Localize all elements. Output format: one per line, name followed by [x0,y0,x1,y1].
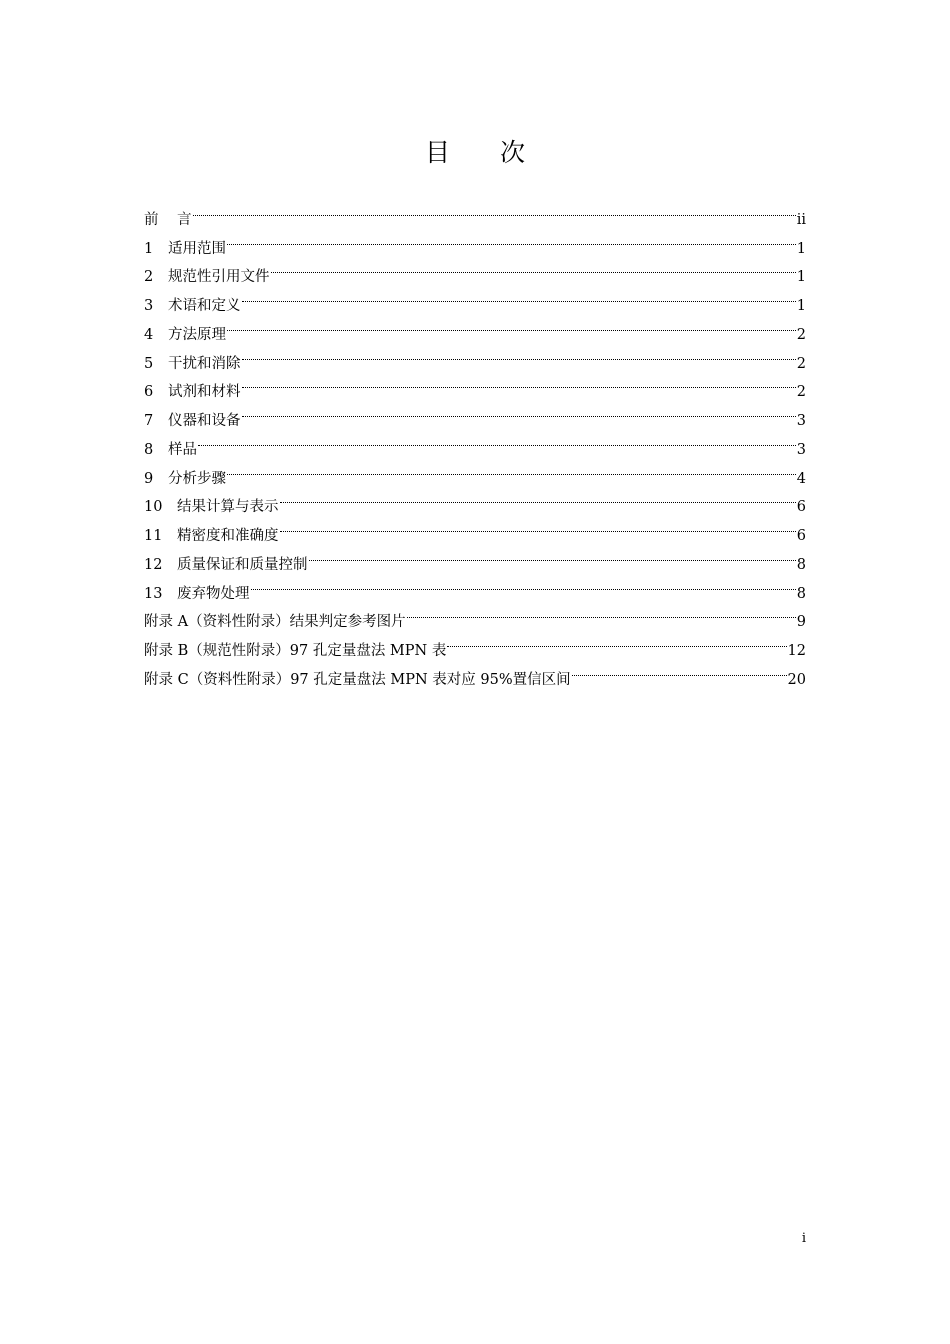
toc-entry-title: 规范性引用文件 [168,269,270,286]
toc-entry-page: 6 [796,499,806,516]
toc-entry-page: 8 [796,585,806,602]
toc-entry-6[interactable] [144,368,806,401]
toc-entry-number: 7 [144,413,154,429]
toc-entry-page: 4 [796,470,806,487]
toc-entry-5[interactable] [144,339,806,372]
toc-leader-dots [197,425,797,454]
toc-entry-page: 6 [796,528,806,544]
toc-entry-page: 1 [796,298,806,314]
toc-entry-page: 12 [787,643,806,659]
toc-entry-page: 20 [787,671,806,688]
toc-entry-title: 言 [177,211,192,228]
title-char-2: 次 [500,138,526,167]
toc-entry-page: 1 [796,240,806,257]
toc-entry-page: 2 [796,384,806,401]
toc-entry-page: 9 [796,614,806,631]
toc-entry-1[interactable] [144,224,806,257]
toc-leader-dots [571,655,788,684]
toc-entry-title: 样品 [168,441,197,458]
toc-entry-title: 附录 A（资料性附录）结果判定参考图片 [144,614,406,631]
toc-entry-page: 2 [796,326,806,343]
toc-entry-number: 9 [144,470,154,487]
toc-entry-title: 干扰和消除 [168,355,241,372]
toc-entry-number: 2 [144,269,154,286]
toc-leader-dots [241,339,797,368]
toc-entry-2[interactable] [144,253,806,286]
toc-entry-4[interactable] [144,310,806,343]
toc-entry-title: 仪器和设备 [168,413,241,429]
toc-entry-title: 适用范围 [168,240,226,257]
toc-entry-title: 方法原理 [168,326,226,343]
toc-leader-dots [192,195,797,224]
title-char-1: 目 [424,138,450,167]
toc-entry-title: 精密度和准确度 [177,528,279,544]
toc-leader-dots [226,454,797,483]
toc-entry-number: 13 [144,585,163,602]
toc-entry-title: 结果计算与表示 [177,499,279,516]
toc-leader-dots [241,281,797,310]
toc-entry-3[interactable] [144,281,806,314]
toc-entry-10[interactable] [144,483,806,516]
toc-entry-number: 12 [144,556,163,573]
toc-entry-number: 5 [144,355,154,372]
toc-leader-dots [226,224,797,253]
toc-entry-8[interactable] [144,425,806,458]
toc-entry-9[interactable] [144,454,806,487]
toc-entry-7[interactable] [144,396,806,429]
toc-leader-dots [270,253,797,282]
toc-entry-number: 3 [144,298,154,314]
toc-entry-title: 附录 B（规范性附录）97 孔定量盘法 MPN 表 [144,643,447,659]
toc-entry-page: ii [796,211,806,228]
toc-entry-page: 2 [796,355,806,372]
toc-entry-page: 8 [796,556,806,573]
toc-entry-number: 8 [144,441,154,458]
toc-entry-title: 分析步骤 [168,470,226,487]
table-of-contents [144,195,806,688]
toc-entry-title: 附录 C（资料性附录）97 孔定量盘法 MPN 表对应 95%置信区间 [144,671,571,688]
toc-entry-number: 6 [144,384,154,401]
toc-leader-dots [308,540,797,569]
toc-entry-page: 3 [796,413,806,429]
toc-leader-dots [279,483,797,512]
toc-entry-preface[interactable] [144,195,806,228]
toc-entry-number: 1 [144,240,154,257]
toc-leader-dots [250,569,797,598]
toc-leader-dots [279,511,797,540]
toc-entry-title: 质量保证和质量控制 [177,556,308,573]
toc-leader-dots [406,598,797,627]
toc-entry-number: 4 [144,326,154,343]
toc-leader-dots [226,310,797,339]
toc-leader-dots [241,396,797,425]
toc-entry-number: 10 [144,499,163,516]
toc-entry-title: 废弃物处理 [177,585,250,602]
toc-entry-number: 11 [144,528,163,544]
toc-entry-page: 1 [796,269,806,286]
toc-entry-page: 3 [796,441,806,458]
page-number: i [801,1231,806,1246]
toc-leader-dots [446,626,787,655]
toc-entry-title: 试剂和材料 [168,384,241,401]
toc-entry-number: 前 [144,211,159,228]
toc-entry-title: 术语和定义 [168,298,241,314]
toc-leader-dots [241,368,797,397]
page-title [0,136,950,170]
